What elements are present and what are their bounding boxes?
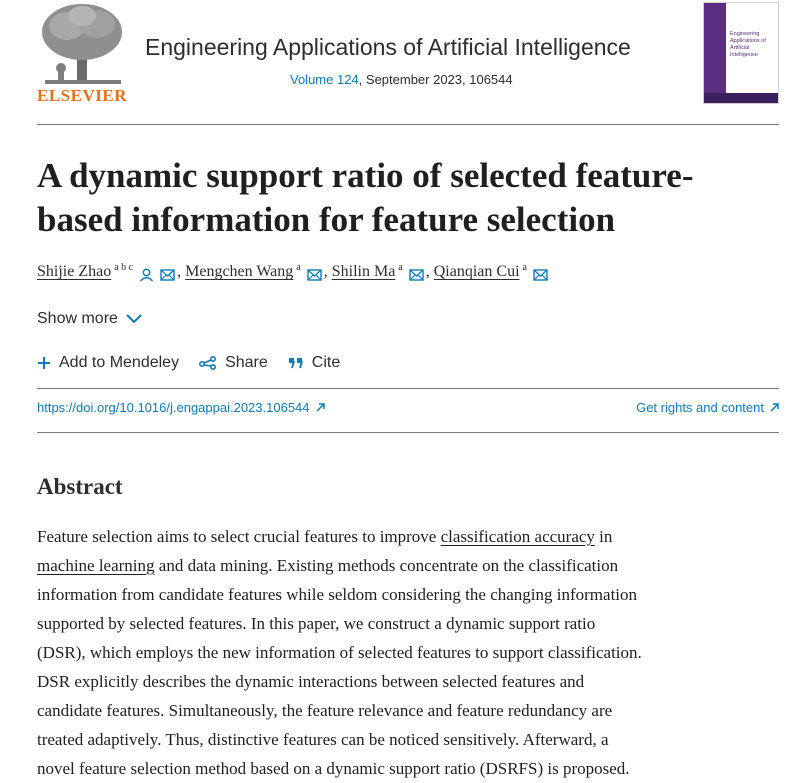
abstract-text: (DSR), which employs the new information of selected features to support classification. [37, 643, 642, 662]
actions-divider [37, 388, 779, 389]
abstract-line [37, 754, 779, 783]
abstract-line [37, 696, 779, 725]
doi-rights-row [37, 400, 779, 415]
abstract-text: candidate features. Simultaneously, the feature relevance and feature redundancy are [37, 701, 613, 720]
abstract-text: treated adaptively. Thus, distinctive features can be noticed sensitively. Afterward, a [37, 730, 609, 749]
header-divider [37, 124, 779, 125]
abstract-heading: Abstract [37, 474, 123, 499]
author-affiliation[interactable]: a b c [114, 261, 134, 273]
external-link-icon [770, 403, 779, 412]
abstract-text: supported by selected features. In this paper, we construct a dynamic support ratio [37, 614, 596, 633]
person-icon[interactable] [139, 268, 154, 280]
cover-title: Engineering Applications of Artificial Intelligence [730, 31, 766, 58]
author-affiliation[interactable]: a [398, 261, 403, 273]
journal-header [37, 0, 779, 124]
abstract-text: information from candidate features while seldom considering the changing information [37, 585, 638, 604]
abstract-text: novel feature selection method based on a dynamic support ratio (DSRFS) is proposed. [37, 759, 630, 778]
rights-link[interactable] [636, 400, 779, 415]
rights-label: Get rights and content [636, 400, 764, 415]
abstract-text: and data mining. Existing methods concentrate on the classification [154, 556, 619, 575]
journal-cover-thumbnail[interactable] [703, 2, 779, 104]
topic-link[interactable]: machine learning [37, 556, 155, 575]
quote-icon [288, 357, 304, 369]
author-entry [332, 263, 434, 281]
share-icon [199, 356, 217, 370]
journal-volume [290, 72, 513, 87]
abstract-line [37, 667, 779, 696]
volume-link[interactable]: Volume 124 [290, 72, 359, 87]
author-entry [37, 263, 185, 281]
mail-icon[interactable] [160, 268, 175, 280]
share-label: Share [225, 354, 268, 371]
abstract-text: in [594, 527, 613, 546]
mendeley-label: Add to Mendeley [59, 354, 180, 371]
abstract-text: DSR explicitly describes the dynamic interactions between selected features and [37, 672, 585, 691]
cite-label: Cite [311, 354, 341, 371]
author-affiliation[interactable]: a [296, 261, 301, 273]
topic-link[interactable]: classification accuracy [440, 527, 595, 546]
author-list [37, 263, 548, 281]
elsevier-wordmark: ELSEVIER [37, 86, 127, 105]
cover-band [704, 3, 726, 103]
mail-icon[interactable] [307, 268, 322, 280]
abstract-text: Feature selection aims to select crucial features to improve [37, 527, 441, 546]
abstract-line [37, 609, 779, 638]
author-affiliation[interactable]: a [522, 261, 527, 273]
chevron-down-icon [126, 314, 142, 324]
abstract-line [37, 638, 779, 667]
author-name[interactable]: Mengchen Wang [185, 263, 294, 280]
show-more-toggle[interactable] [37, 310, 142, 328]
cover-footer-bar [704, 93, 778, 103]
share-button[interactable] [199, 354, 268, 372]
doi-divider [37, 432, 779, 433]
author-entry [185, 263, 332, 281]
author-entry [434, 263, 548, 281]
external-link-icon [316, 403, 325, 412]
author-name[interactable]: Shijie Zhao [37, 263, 112, 280]
journal-title[interactable]: Engineering Applications of Artificial Intelligence [145, 34, 631, 60]
author-name[interactable]: Shilin Ma [331, 263, 396, 280]
article-title: A dynamic support ratio of selected feature-based information for feature selection [37, 156, 694, 239]
abstract-line [37, 725, 779, 754]
mail-icon[interactable] [533, 268, 548, 280]
cite-button[interactable] [288, 354, 340, 372]
article-actions [37, 354, 360, 372]
abstract-body [37, 522, 779, 783]
mail-icon[interactable] [409, 268, 424, 280]
author-separator: , [323, 263, 328, 280]
doi-label: https://doi.org/10.1016/j.engappai.2023.106544 [37, 400, 310, 415]
author-separator: , [425, 263, 430, 280]
abstract-line [37, 551, 779, 580]
add-to-mendeley-button[interactable] [37, 354, 179, 372]
author-separator: , [177, 263, 182, 280]
show-more-label: Show more [37, 310, 118, 327]
author-name[interactable]: Qianqian Cui [433, 263, 520, 280]
abstract-line [37, 580, 779, 609]
doi-link[interactable] [37, 400, 325, 415]
volume-date: , September 2023, 106544 [358, 72, 513, 87]
abstract-line [37, 522, 779, 551]
plus-icon [37, 356, 51, 370]
